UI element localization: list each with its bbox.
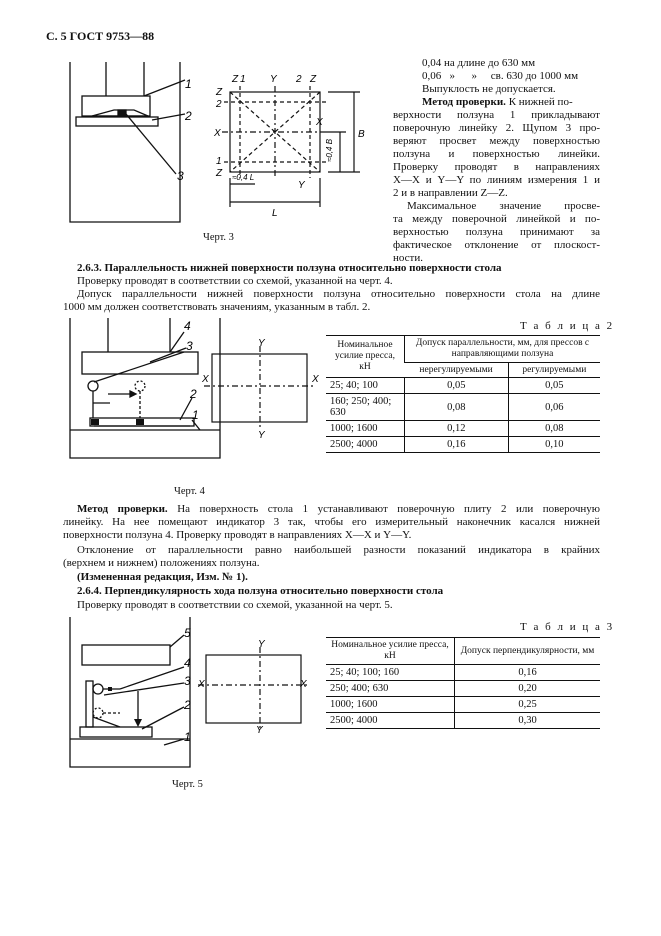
table-3-title: Т а б л и ц а 3	[520, 621, 615, 633]
method-line-4: веряют просвет между поверхностью	[393, 135, 600, 147]
table-cell: 2500; 4000	[326, 437, 405, 453]
table-cell: 0,16	[455, 665, 601, 681]
table-row	[326, 378, 600, 394]
fig3-callout-2: 2	[185, 109, 192, 123]
section-2-6-3-para-1: Проверку проводят в соответствии со схемой, указанной на черт. 4.	[77, 275, 393, 287]
fig3-label-1-left: 1	[216, 156, 222, 167]
method-line-13: ности.	[393, 252, 423, 264]
fig4-label-y-bottom: Y	[258, 430, 265, 441]
fig5-label-y-bottom: Y	[256, 725, 263, 736]
fig3-label-z-left-bottom: Z	[216, 168, 223, 179]
table-3-header-force: Номинальное усилие пресса, кН	[326, 638, 455, 665]
fig3-callout-1: 1	[185, 77, 192, 91]
tolerance-line-1: 0,04 на длине до 630 мм	[422, 57, 536, 69]
fig3-label-x-left: X	[214, 128, 221, 139]
table-cell: 250; 400; 630	[326, 681, 455, 697]
method4-line-2: линейку. На нее помещают индикатор 3 так, чтобы его измерительный наконечник касался нижней	[63, 516, 600, 528]
method-line-3: поверочную линейку 2. Щупом 3 про-	[393, 122, 600, 134]
table-cell: 25; 40; 100	[326, 378, 405, 394]
method-label: Метод проверки.	[422, 96, 506, 108]
fig5-callout-3: 3	[184, 674, 191, 688]
table-2-subheader-adjustable: регулируемыми	[508, 363, 600, 378]
method-line-10: та между поверочной линейкой и по-	[393, 213, 600, 225]
method4-line-5: (верхнем и нижнем) положениях ползуна.	[63, 557, 260, 569]
fig4-label-x-left: X	[202, 374, 209, 385]
table-3-header-tolerance: Допуск перпендикулярности, мм	[455, 638, 601, 665]
method-line-6: Проверку проводят в направлениях	[393, 161, 600, 173]
table-cell: 0,25	[455, 697, 601, 713]
fig5-callout-4: 4	[184, 656, 191, 670]
method-text-1: К нижней по-	[505, 96, 573, 108]
table-row	[326, 665, 600, 681]
table-row	[326, 697, 600, 713]
section-2-6-3-para-2a: Допуск параллельности нижней поверхности ползуна относительно поверхности стола на длине	[77, 288, 600, 300]
fig4-label-x-right: X	[312, 374, 319, 385]
fig3-label-1-top: 1	[240, 74, 246, 85]
figure-3-caption: Черт. 3	[203, 232, 234, 243]
method4-line-4: Отклонение от параллельности равно наибольшей разности показаний индикатора в крайних	[77, 544, 600, 556]
method-line-12: фактическое отклонение от плоскост-	[393, 239, 600, 251]
fig4-callout-1: 1	[192, 408, 199, 422]
fig4-callout-2: 2	[190, 387, 197, 401]
fig3-label-z-top-right: Z	[310, 74, 317, 85]
fig5-label-x-right: X	[300, 679, 307, 690]
table-row	[326, 421, 600, 437]
table-cell: 0,20	[455, 681, 601, 697]
table-cell: 0,16	[405, 437, 509, 453]
fig3-label-x-right: X	[316, 117, 323, 128]
fig3-label-z-top-left: Z	[232, 74, 239, 85]
section-2-6-3-heading: 2.6.3. Параллельность нижней поверхности ползуна относительно поверхности стола	[77, 262, 502, 274]
fig3-label-y-bottom: Y	[298, 180, 305, 191]
table-cell: 0,12	[405, 421, 509, 437]
method-line-11: верхностью ползуна принимают за	[393, 226, 600, 238]
fig5-callout-5: 5	[184, 626, 191, 640]
tolerance-line-2: 0,06 » » св. 630 до 1000 мм	[422, 70, 579, 82]
fig5-label-x-left: X	[198, 679, 205, 690]
fig4-callout-4: 4	[184, 319, 191, 333]
fig3-label-b: B	[358, 129, 365, 140]
figure-4-diagram	[60, 318, 330, 478]
fig3-dim-04b: ≈0,4 B	[325, 138, 334, 162]
table-cell: 160; 250; 400; 630	[326, 394, 405, 421]
fig3-label-y-top: Y	[270, 74, 277, 85]
method-line-9: Максимальное значение просве-	[407, 200, 600, 212]
figure-5-caption: Черт. 5	[172, 779, 203, 790]
fig5-callout-2: 2	[184, 698, 191, 712]
method4-label: Метод проверки.	[77, 503, 168, 515]
table-cell: 0,05	[508, 378, 600, 394]
fig4-label-y-top: Y	[258, 338, 265, 349]
table-row	[326, 713, 600, 729]
method4-line-1	[77, 503, 600, 516]
table-3	[326, 637, 600, 729]
fig3-label-z-left: Z	[216, 87, 223, 98]
method-line-5: ползуна и поверхностью линейки.	[393, 148, 600, 160]
fig3-callout-3: 3	[177, 169, 184, 183]
fig3-label-l: L	[272, 208, 278, 219]
method-line-7: X—X и Y—Y по линиям измерения 1 и	[393, 174, 600, 186]
method-line-2: верхности ползуна 1 прикладывают	[393, 109, 600, 121]
fig5-callout-1: 1	[184, 730, 191, 744]
method-line-8: 2 и в направлении Z—Z.	[393, 187, 508, 199]
amendment-note: (Измененная редакция, Изм. № 1).	[77, 571, 248, 583]
figure-5-diagram	[60, 617, 330, 777]
table-cell: 0,30	[455, 713, 601, 729]
page-header: С. 5 ГОСТ 9753—88	[46, 29, 155, 43]
section-2-6-4-para-1: Проверку проводят в соответствии со схемой, указанной на черт. 5.	[77, 599, 393, 611]
table-cell: 0,10	[508, 437, 600, 453]
table-cell: 2500; 4000	[326, 713, 455, 729]
table-cell: 1000; 1600	[326, 421, 405, 437]
table-cell: 0,08	[405, 394, 509, 421]
convexity-note: Выпуклость не допускается.	[422, 83, 556, 95]
table-cell: 25; 40; 100; 160	[326, 665, 455, 681]
table-2-header-force: Номинальное усилие пресса, кН	[326, 336, 405, 378]
table-cell: 0,05	[405, 378, 509, 394]
table-row	[326, 394, 600, 421]
method4-line-3: поверхности ползуна 4. Проверку проводят в направлениях X—X и Y—Y.	[63, 529, 412, 541]
table-cell: 0,08	[508, 421, 600, 437]
table-row	[326, 437, 600, 453]
figure-4-caption: Черт. 4	[174, 486, 205, 497]
section-2-6-4-heading: 2.6.4. Перпендикулярность хода ползуна относительно поверхности стола	[77, 585, 444, 597]
table-cell: 1000; 1600	[326, 697, 455, 713]
table-cell: 0,06	[508, 394, 600, 421]
table-2-title: Т а б л и ц а 2	[520, 320, 615, 332]
method4-text-1: На поверхность стола 1 устанавливают поверочную плиту 2 или поверочную	[167, 503, 600, 515]
fig4-callout-3: 3	[186, 339, 193, 353]
fig5-label-y-top: Y	[258, 639, 265, 650]
table-2	[326, 335, 600, 453]
table-2-subheader-fixed: нерегулируемыми	[405, 363, 509, 378]
method-line-1	[422, 96, 600, 109]
fig3-label-2-left: 2	[216, 99, 222, 110]
section-2-6-3-para-2b: 1000 мм должен соответствовать значениям, указанным в табл. 2.	[63, 301, 371, 313]
figure-3-diagram	[60, 62, 370, 242]
fig3-dim-04l: ≈0,4 L	[232, 173, 255, 182]
table-row	[326, 681, 600, 697]
fig3-label-2-top: 2	[296, 74, 302, 85]
table-2-header-tolerance: Допуск параллельности, мм, для прессов с направляющими ползуна	[405, 336, 601, 363]
